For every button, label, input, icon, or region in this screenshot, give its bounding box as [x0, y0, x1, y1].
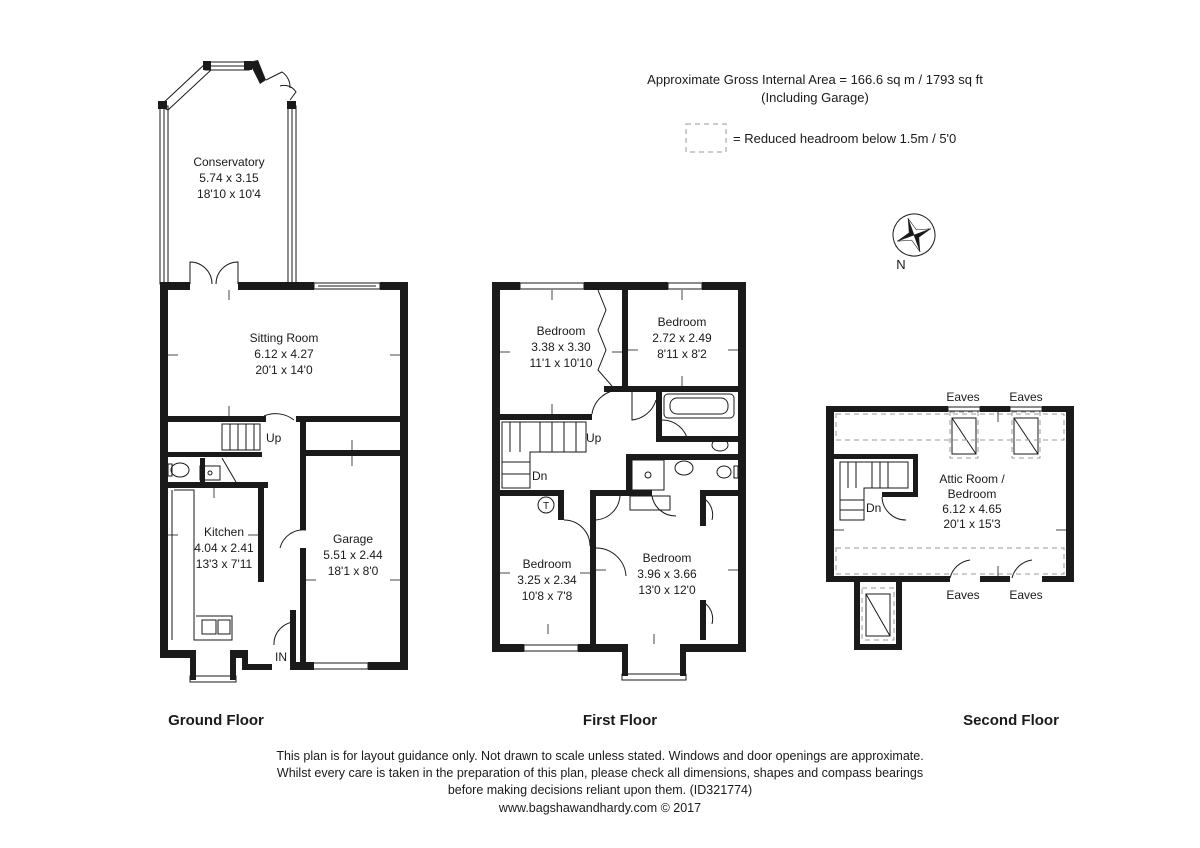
shower-icon	[632, 460, 664, 490]
including-garage-text: (Including Garage)	[761, 90, 869, 105]
conservatory-metric: 5.74 x 3.15	[199, 171, 259, 185]
ground-stairs-up-label: Up	[266, 431, 282, 445]
ensuite-basin-icon	[675, 461, 738, 478]
conservatory-label: Conservatory	[193, 155, 265, 169]
bathtub-icon	[664, 394, 734, 418]
disclaimer-line-2: Whilst every care is taken in the preparation of this plan, please check all dimensions, shapes and compass bearings	[276, 766, 924, 780]
garage-label: Garage	[332, 532, 374, 546]
eaves-label-bottom-right: Eaves	[1009, 588, 1043, 602]
compass-north-label: N	[896, 257, 906, 272]
bedroom3-label: Bedroom	[522, 557, 572, 571]
kitchen-imperial: 13'3 x 7'11	[195, 557, 253, 571]
ground-floor-title: Ground Floor	[168, 712, 264, 729]
kitchen-metric: 4.04 x 2.41	[194, 541, 254, 555]
sitting-room-imperial: 20'1 x 14'0	[255, 363, 313, 377]
website-copyright-link[interactable]: www.bagshawandhardy.com © 2017	[498, 801, 702, 815]
bedroom4-label: Bedroom	[642, 551, 692, 565]
bedroom4-imperial: 13'0 x 12'0	[638, 583, 696, 597]
first-floor-plan	[492, 282, 746, 680]
bedroom1-metric: 3.38 x 3.30	[531, 340, 591, 354]
reduced-headroom-legend-label: = Reduced headroom below 1.5m / 5'0	[733, 131, 957, 146]
disclaimer-line-3: before making decisions reliant upon them. (ID321774)	[447, 783, 753, 797]
bedroom1-label: Bedroom	[536, 324, 586, 338]
eaves-label-bottom-left: Eaves	[946, 588, 980, 602]
second-stairs-down-label: Dn	[866, 501, 882, 515]
reduced-headroom-legend-swatch	[686, 124, 726, 152]
bedroom2-imperial: 8'11 x 8'2	[657, 347, 707, 361]
bedroom3-imperial: 10'8 x 7'8	[521, 589, 573, 603]
garage-imperial: 18'1 x 8'0	[327, 564, 379, 578]
garage-metric: 5.51 x 2.44	[323, 548, 383, 562]
first-floor-title: First Floor	[582, 712, 658, 729]
second-floor-plan	[826, 390, 1074, 650]
second-floor-title: Second Floor	[963, 712, 1059, 729]
conservatory-imperial: 18'10 x 10'4	[197, 187, 261, 201]
attic-imperial: 20'1 x 15'3	[943, 517, 1001, 531]
disclaimer-line-1: This plan is for layout guidance only. Not drawn to scale unless stated. Windows and door openings are approximate.	[276, 749, 924, 763]
first-stairs-up-label: Up	[586, 431, 602, 445]
entrance-label: IN	[275, 650, 287, 664]
compass-rose-icon	[887, 208, 941, 262]
ground-wc-icon	[168, 463, 220, 480]
attic-bedroom-label: Bedroom	[947, 487, 997, 501]
attic-room-label: Attic Room /	[939, 472, 1005, 486]
bedroom2-label: Bedroom	[657, 315, 707, 329]
sitting-room-label: Sitting Room	[249, 331, 319, 345]
bedroom4-metric: 3.96 x 3.66	[637, 567, 697, 581]
ground-floor-plan	[158, 60, 408, 682]
attic-metric: 6.12 x 4.65	[942, 502, 1002, 516]
bedroom1-imperial: 11'1 x 10'10	[529, 356, 593, 370]
bedroom2-metric: 2.72 x 2.49	[652, 331, 712, 345]
ground-stairs	[222, 424, 260, 450]
first-stairs-down-label: Dn	[532, 469, 548, 483]
gross-area-text: Approximate Gross Internal Area = 166.6 sq m / 1793 sq ft	[647, 72, 983, 87]
bedroom3-metric: 3.25 x 2.34	[517, 573, 577, 587]
eaves-label-top-left: Eaves	[946, 390, 980, 404]
eaves-label-top-right: Eaves	[1009, 390, 1043, 404]
sitting-room-metric: 6.12 x 4.27	[254, 347, 314, 361]
kitchen-label: Kitchen	[203, 525, 245, 539]
tank-label: T	[542, 501, 550, 512]
